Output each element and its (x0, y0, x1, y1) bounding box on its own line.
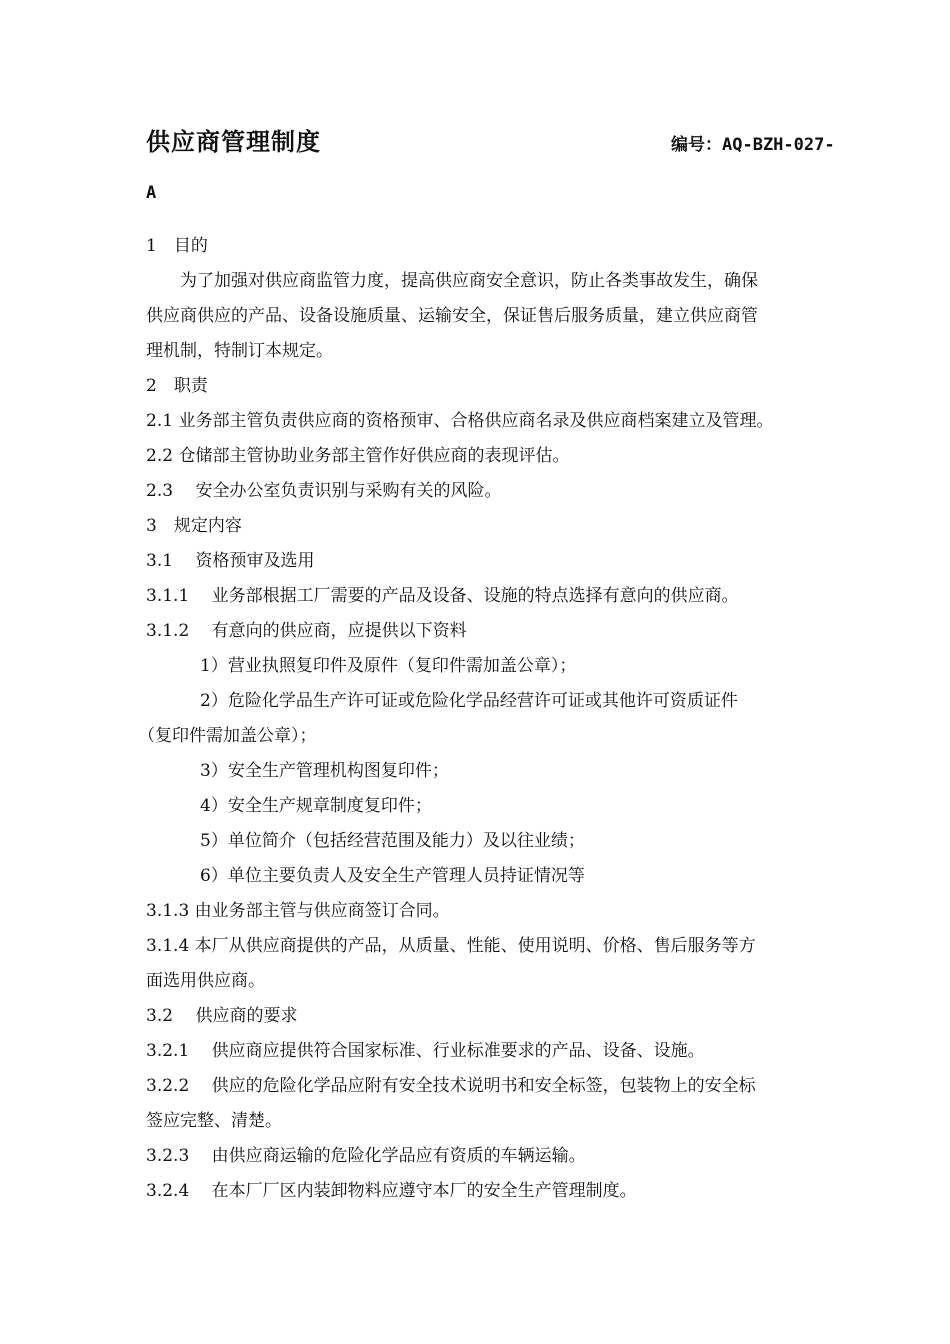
list-item: 5）单位简介（包括经营范围及能力）及以往业绩； (200, 831, 585, 851)
clause-line: 3.2.3 由供应商运输的危险化学品应有资质的车辆运输。 (146, 1146, 586, 1166)
subsection-heading: 3.2 供应商的要求 (146, 1006, 298, 1026)
clause-line: 3.1.3 由业务部主管与供应商签订合同。 (146, 901, 450, 921)
list-item: 2）危险化学品生产许可证或危险化学品经营许可证或其他许可资质证件 (200, 691, 738, 711)
clause-line: 3.2.1 供应商应提供符合国家标准、行业标准要求的产品、设备、设施。 (146, 1041, 705, 1061)
clause-line: 3.2.4 在本厂厂区内装卸物料应遵守本厂的安全生产管理制度。 (146, 1181, 637, 1201)
list-item: 1）营业执照复印件及原件（复印件需加盖公章）； (200, 656, 577, 676)
clause-line: 2.1 业务部主管负责供应商的资格预审、合格供应商名录及供应商档案建立及管理。 (146, 411, 774, 431)
clause-line: 3.2.2 供应的危险化学品应附有安全技术说明书和安全标签，包装物上的安全标 (146, 1076, 756, 1096)
clause-continuation: 签应完整、清楚。 (146, 1111, 282, 1131)
section-heading-provisions: 3 规定内容 (146, 516, 242, 536)
list-item-continuation: （复印件需加盖公章）； (138, 726, 317, 746)
document-number-continuation: A (146, 183, 157, 203)
list-item: 3）安全生产管理机构图复印件； (200, 761, 449, 781)
clause-line: 3.1.2 有意向的供应商，应提供以下资料 (146, 621, 467, 641)
list-item: 4）安全生产规章制度复印件； (200, 796, 432, 816)
clause-continuation: 面选用供应商。 (146, 971, 265, 991)
section-heading-purpose: 1 目的 (146, 236, 208, 256)
subsection-heading: 3.1 资格预审及选用 (146, 551, 315, 571)
document-number: 编号：AQ-BZH-027- (671, 135, 835, 155)
paragraph-line: 供应商供应的产品、设备设施质量、运输安全，保证售后服务质量，建立供应商管 (146, 306, 758, 326)
list-item: 6）单位主要负责人及安全生产管理人员持证情况等 (200, 866, 585, 886)
paragraph-line: 为了加强对供应商监管力度，提高供应商安全意识，防止各类事故发生，确保 (180, 271, 758, 291)
clause-line: 2.2 仓储部主管协助业务部主管作好供应商的表现评估。 (146, 446, 570, 466)
document-title: 供应商管理制度 (146, 128, 321, 156)
clause-line: 3.1.1 业务部根据工厂需要的产品及设备、设施的特点选择有意向的供应商。 (146, 586, 739, 606)
section-heading-responsibilities: 2 职责 (146, 376, 208, 396)
clause-line: 2.3 安全办公室负责识别与采购有关的风险。 (146, 481, 502, 501)
clause-line: 3.1.4 本厂从供应商提供的产品，从质量、性能、使用说明、价格、售后服务等方 (146, 936, 756, 956)
paragraph-line: 理机制，特制订本规定。 (146, 341, 333, 361)
